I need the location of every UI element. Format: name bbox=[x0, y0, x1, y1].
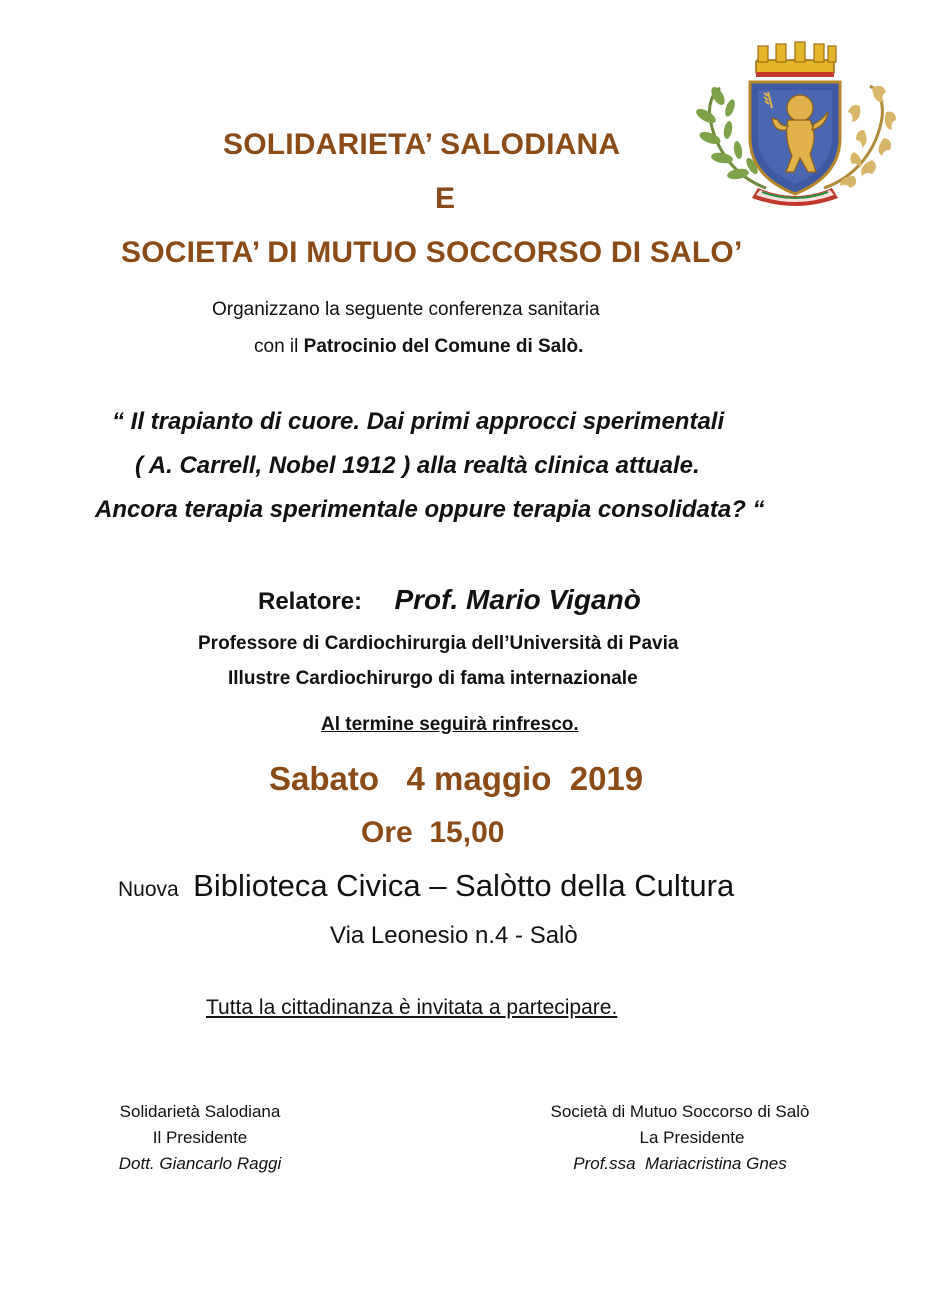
conference-title-line3: Ancora terapia sperimentale oppure terapia consolidata? “ bbox=[95, 496, 765, 523]
venue-name: Biblioteca Civica – Salòtto della Cultura bbox=[193, 868, 735, 903]
speaker-row bbox=[258, 584, 641, 616]
signature-right bbox=[510, 1102, 850, 1174]
invitation-text: Tutta la cittadinanza è invitata a partecipare. bbox=[206, 996, 618, 1019]
intro-line2 bbox=[254, 336, 583, 358]
event-time: Ore 15,00 bbox=[361, 816, 505, 849]
signature-right-org: Società di Mutuo Soccorso di Salò bbox=[550, 1102, 810, 1121]
signature-left bbox=[60, 1102, 340, 1174]
conference-title-line1: “ Il trapianto di cuore. Dai primi approcci sperimentali bbox=[112, 408, 725, 435]
header-title-line2: E bbox=[435, 182, 456, 215]
signature-left-name: Dott. Giancarlo Raggi bbox=[118, 1154, 282, 1173]
venue-prefix: Nuova bbox=[118, 878, 179, 901]
refreshment-note: Al termine seguirà rinfresco. bbox=[321, 714, 579, 735]
header-title-line3: SOCIETA’ DI MUTUO SOCCORSO DI SALO’ bbox=[121, 236, 743, 269]
signature-right-name: Prof.ssa Mariacristina Gnes bbox=[573, 1154, 787, 1173]
speaker-role2: Illustre Cardiochirurgo di fama internazionale bbox=[228, 668, 638, 689]
signature-right-role: La Presidente bbox=[639, 1128, 745, 1147]
speaker-label: Relatore: bbox=[258, 588, 363, 615]
speaker-role1: Professore di Cardiochirurgia dell’Università di Pavia bbox=[198, 633, 679, 654]
speaker-name: Prof. Mario Viganò bbox=[394, 584, 641, 615]
intro-line2-prefix: con il bbox=[254, 336, 299, 357]
venue-row bbox=[118, 868, 734, 904]
coat-of-arms-lion-icon bbox=[688, 38, 902, 210]
event-date: Sabato 4 maggio 2019 bbox=[269, 760, 644, 797]
signature-left-role: Il Presidente bbox=[152, 1128, 248, 1147]
intro-line1: Organizzano la seguente conferenza sanitaria bbox=[212, 299, 600, 320]
header-title-line1: SOLIDARIETA’ SALODIANA bbox=[223, 128, 621, 161]
signature-left-org: Solidarietà Salodiana bbox=[119, 1102, 281, 1121]
venue-address: Via Leonesio n.4 - Salò bbox=[330, 922, 578, 949]
intro-patronage: Patrocinio del Comune di Salò. bbox=[303, 336, 584, 357]
conference-title-line2: ( A. Carrell, Nobel 1912 ) alla realtà clinica attuale. bbox=[135, 452, 700, 479]
